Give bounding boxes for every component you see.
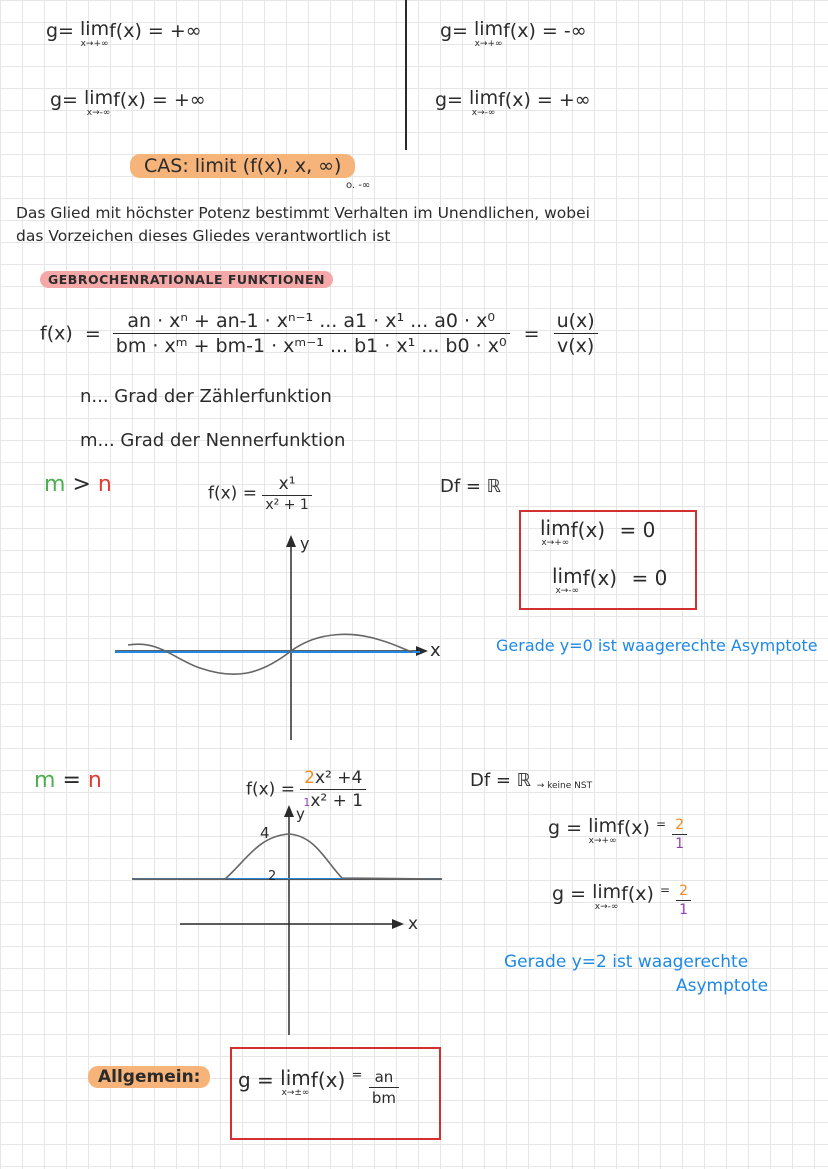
frac-den: bm <box>371 1089 397 1107</box>
lim-text: lim <box>280 1066 311 1090</box>
f-text: f(x) <box>109 20 142 42</box>
f-text: f(x) <box>621 883 654 905</box>
lim-text: lim <box>592 881 622 903</box>
case1-numerator: x¹ <box>262 474 311 496</box>
lim-text: lim <box>80 18 110 40</box>
case2-asymptote-line1: Gerade y=2 ist waagerechte <box>504 952 749 972</box>
general-limit <box>238 1068 399 1107</box>
case2-y-arrow <box>284 805 294 817</box>
case1-axis-y-label: y <box>300 534 310 553</box>
formula-u: u(x) <box>554 310 598 334</box>
rule-text-line2: das Vorzeichen dieses Gliedes verantwortlich ist <box>16 227 391 245</box>
f-text: f(x) <box>503 20 536 42</box>
g-label: g = <box>548 817 583 839</box>
formula-eq: = <box>84 322 101 345</box>
case2-den-coef: 1 <box>303 796 311 809</box>
case2-tick-2: 2 <box>268 869 277 884</box>
frac-den: 1 <box>679 902 688 918</box>
degree-note-n: n... Grad der Zählerfunktion <box>80 386 332 407</box>
g-label: g = <box>552 883 587 905</box>
case2-axis-x-label: x <box>408 914 419 934</box>
case1-op: > <box>72 472 91 497</box>
case2-domain-text: Df = ℝ <box>470 770 531 791</box>
case2-num-coef: 2 <box>304 768 315 788</box>
f-text: f(x) <box>582 566 618 590</box>
case1-domain: Df = ℝ <box>440 476 501 497</box>
lim-block <box>280 1068 311 1098</box>
lim-text: lim <box>84 87 114 109</box>
rule-text-line1: Das Glied mit höchster Potenz bestimmt Verhalten im Unendlichen, wobei <box>16 204 590 222</box>
lim-sub: x→-∞ <box>594 902 619 912</box>
frac-num: 2 <box>672 817 687 835</box>
case2-n: n <box>87 768 102 793</box>
case2-asymptote-line2: Asymptote <box>676 976 769 996</box>
case2-f-label: f(x) = <box>246 779 295 800</box>
frac-num: an <box>369 1068 399 1088</box>
cas-sub: o. -∞ <box>346 180 371 191</box>
f-text: f(x) <box>310 1068 346 1092</box>
section-title: GEBROCHENRATIONALE FUNKTIONEN <box>40 271 333 288</box>
case2-op: = <box>62 768 81 793</box>
case1-axis-x-label: x <box>430 640 441 661</box>
case2-num-rest: x² +4 <box>314 768 363 788</box>
case1-m: m <box>44 472 66 497</box>
general-frac <box>369 1068 399 1107</box>
case2-den-rest: x² + 1 <box>310 791 364 811</box>
general-label: Allgemein: <box>88 1066 210 1088</box>
case1-denominator: x² + 1 <box>265 497 309 513</box>
case2-tick-4: 4 <box>260 824 270 842</box>
case1-n: n <box>97 472 112 497</box>
case2-curve <box>132 834 442 879</box>
g-label: g= <box>440 20 468 42</box>
limit-result: = +∞ <box>151 89 206 111</box>
lim-sub: x→+∞ <box>474 39 503 49</box>
lim-text: lim <box>469 87 499 109</box>
lim-sub: x→+∞ <box>80 39 109 49</box>
g-label: g= <box>50 89 78 111</box>
lim-sub: x→+∞ <box>588 836 617 846</box>
lim-sub: x→-∞ <box>86 108 111 118</box>
frac-num: 2 <box>676 883 691 901</box>
frac-den: 1 <box>675 836 684 852</box>
case2-x-arrow <box>392 919 404 929</box>
limit-eq: = <box>659 883 671 897</box>
limit-result: = -∞ <box>541 20 587 42</box>
degree-note-m: m... Grad der Nennerfunktion <box>80 430 346 451</box>
lim-sub: x→±∞ <box>281 1088 310 1098</box>
lim-text: lim <box>552 564 583 588</box>
formula-numerator: an · xⁿ + an-1 · xⁿ⁻¹ ... a1 · x¹ ... a0 · x⁰ <box>113 310 510 334</box>
case1-asymptote-text: Gerade y=0 ist waagerechte Asymptote <box>496 636 818 655</box>
lim-sub: x→-∞ <box>471 108 496 118</box>
cas-text: CAS: limit (f(x), x, ∞) <box>144 155 342 177</box>
case2-m: m <box>34 768 56 793</box>
case2-axis-y-label: y <box>296 805 305 823</box>
f-text: f(x) <box>617 817 650 839</box>
formula-denominator: bm · xᵐ + bm-1 · xᵐ⁻¹ ... b1 · x¹ ... b0 · x⁰ <box>115 335 507 357</box>
lim-sub: x→-∞ <box>555 586 580 596</box>
formula-lhs: f(x) <box>40 322 73 345</box>
lim-text: lim <box>474 18 504 40</box>
g-label: g = <box>238 1068 274 1092</box>
limit-result: = +∞ <box>147 20 202 42</box>
f-text: f(x) <box>498 89 531 111</box>
formula-eq2: = <box>523 322 540 345</box>
limit-eq: = <box>351 1068 363 1083</box>
g-label: g= <box>46 20 74 42</box>
f-text: f(x) <box>113 89 146 111</box>
limit-result: = 0 <box>619 518 656 542</box>
lim-text: lim <box>540 516 571 540</box>
limit-result: = 0 <box>631 566 668 590</box>
lim-sub: x→+∞ <box>541 538 570 548</box>
lim-text: lim <box>588 815 618 837</box>
f-text: f(x) <box>570 518 606 542</box>
limit-eq: = <box>655 817 667 831</box>
formula-v: v(x) <box>556 335 595 357</box>
limit-result: = +∞ <box>536 89 591 111</box>
case1-f-label: f(x) = <box>208 483 257 504</box>
case2-domain-note: → keine NST <box>536 781 593 791</box>
g-label: g= <box>435 89 463 111</box>
